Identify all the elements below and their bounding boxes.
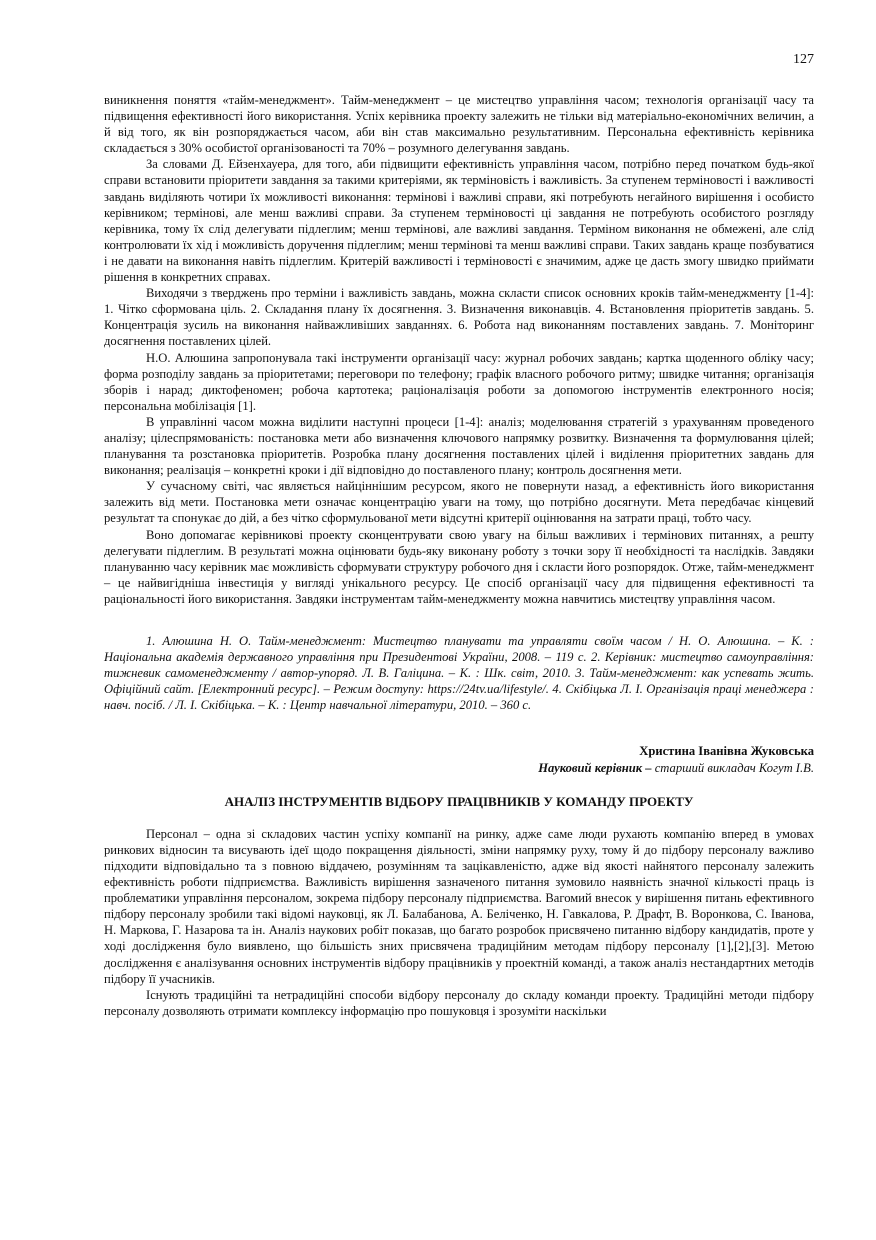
paragraph-personnel: Персонал – одна зі складових частин успіху компанії на ринку, адже саме люди рухають компанію вперед в умовах ринкових відносин та висувають ідеї щодо покращення діяльності, зміни напрямку руху, тому й до підбору персоналу важливо підходити відповідально та з повною віддачею, розумінням та зацікавленістю, адже від якості найнятого персоналу залежить ефективність роботи підприємства. Важливість вирішення зазначеного питання зумовило наявність значної кількості праць із проблематики управління персоналом, зокрема підбору персоналу підприємства. Вагомий внесок у вирішення питань ефективного підбору персоналу зробили такі відомі науковці, як Л. Балабанова, А. Беліченко, Н. Гавкалова, Р. Драфт, В. Воронкова, С. Іванова, Н. Маркова, Г. Назарова та ін. Аналіз наукових робіт показав, що багато розробок присвячено питанню відбору кандидатів, проте у ході дослідження було виявлено, що більшість зних присвячена традиційним методам підбору персоналу [1],[2],[3]. Метою дослідження є аналізування основних інструментів відбору працівників у проектній команді, а також аналіз нестандартних методів підбору її учасників. xyxy=(104,826,814,986)
paragraph-resource: У сучасному світі, час являється найціннішим ресурсом, якого не повернути назад, а ефективність його використання залежить від мети. Постановка мети означає концентрацію уваги на тому, що потрібно досягнути. Мета передбачає кінцевий результат та спонукає до дій, а без чітко сформульованої мети відсутні критерії оцінювання на затрати праці, тобто часу. xyxy=(104,479,814,526)
supervisor-line xyxy=(104,760,814,776)
supervisor-label: Науковий керівник – xyxy=(538,760,652,775)
paragraph-conclusion: Воно допомагає керівникові проекту сконцентрувати свою увагу на більш важливих і термінових питаннях, а решту делегувати підлеглим. В результаті можна оцінювати будь-яку виконану роботу з точки зору її необхідності та наслідків. Завдяки плануванню часу керівник має можливість сформувати структуру робочого дня і скласти його розпорядок. Отже, тайм-менеджмент – це найвигідніша інвестиція у вигляді унікального ресурсу. Це спосіб організації часу для підвищення ефективності та раціональності його використання. Завдяки інструментам тайм-менеджменту можна навчитись мистецтву управління часом. xyxy=(104,527,814,606)
page-number: 127 xyxy=(793,52,814,67)
paragraph-methods: Існують традиційні та нетрадиційні способи відбору персоналу до складу команди проекту. Традиційні методи підбору персоналу дозволяють отримати комплексу інформацію про пошуковця і зрозуміти наскільки xyxy=(104,987,814,1018)
paragraph-steps: Виходячи з тверджень про терміни і важливість завдань, можна скласти список основних кроків тайм-менеджменту [1-4]: 1. Чітко сформована ціль. 2. Складання плану їх досягнення. 3. Визначення виконавців. 4. Встановлення пріоритетів завдань. 5. Концентрація зусиль на виконання найважливіших завданнях. 6. Робота над виконанням поставлених завдань. 7. Моніторинг досягнення поставлених цілей. xyxy=(104,286,814,349)
paragraph-eisenhower: За словами Д. Ейзенхауера, для того, аби підвищити ефективність управління часом, потрібно перед початком будь-якої справи встановити пріоритети завдання за такими критеріями, як терміновість і важливість. За ступенем терміновості і важливості завдань виділяють чотири їх можливості виконання: термінові і важливі справи, які потребують негайного вирішення і особисто керівником; термінові, але менш важливі справи. За ступенем терміновості ці завдання не потребують особистого розгляду керівника, тому їх слід делегувати підлеглим; менш термінові, але важливі завдання. Терміном виконання не обмежені, але слід контролювати їх хід і можливість доручення підлеглим; менш термінові та менш важливі справи. Таких завдань краще позбуватися і не давати на виконання навіть підлеглим. Критерій важливості і терміновості є значимим, адже це дасть змогу швидко приймати рішення в конкретних справах. xyxy=(104,157,814,285)
author-name: Христина Іванівна Жуковська xyxy=(639,744,814,759)
page-content xyxy=(104,92,814,1019)
references: 1. Алюшина Н. О. Тайм-менеджмент: Мистецтво планувати та управляти своїм часом / Н. О. Алюшина. – К. : Національна академія державного управління при Президентові України, 2008. – 119 с. 2. Керівник: мистецтво самоуправління: тижневик самоменеджменту / автор-упоряд. Л. В. Галіцина. – К. : Шк. світ, 2010. 3. Тайм-менеджмент: как успевать жить. Офіційний сайт. [Електронний ресурс]. – Режим доступу: https://24tv.ua/lifestyle/. 4. Скібіцька Л. І. Організація праці менеджера : навч. посіб. / Л. І. Скібіцька. – К. : Центр навчальної літератури, 2010. – 360 с. xyxy=(104,634,814,713)
article-title: АНАЛІЗ ІНСТРУМЕНТІВ ВІДБОРУ ПРАЦІВНИКІВ У КОМАНДУ ПРОЕКТУ xyxy=(224,793,694,809)
paragraph-processes: В управлінні часом можна виділити наступні процеси [1-4]: аналіз; моделювання стратегій з урахуванням проведеного аналізу; цілеспрямованість: постановка мети або визначення ключового напрямку розвитку. Визначення та формулювання цілей; планування та розстановка пріоритетів. Розробка плану досягнення поставлених цілей і виділення пріоритетних завдань для виконання; реалізація – конкретні кроки і дії відповідно до поставленого плану; контроль досягнення мети. xyxy=(104,414,814,478)
paragraph-continued: виникнення поняття «тайм-менеджмент». Тайм-менеджмент – це мистецтво управління часом; технологія організації часу та підвищення ефективності його використання. Успіх керівника проекту залежить не тільки від матеріально-економічних величин, а й від того, як він розпоряджається часом, аби він став максимально результативним. Персональна ефективність керівника складається з 30% особистої організованості та 70% – розумного делегування завдань. xyxy=(104,93,814,156)
paragraph-tools: Н.О. Алюшина запропонувала такі інструменти організації часу: журнал робочих завдань; картка щоденного обліку часу; форма розподілу завдань за пріоритетами; переговори по телефону; графік власного робочого ритму; швидке читання; організація зборів і нарад; диктофеномен; робоча картотека; раціоналізація роботи за допомогою інструментів електронного носія; персональна мобілізація [1]. xyxy=(104,350,814,413)
author-block xyxy=(104,743,814,775)
supervisor-text: старший викладач Когут І.В. xyxy=(651,760,814,775)
